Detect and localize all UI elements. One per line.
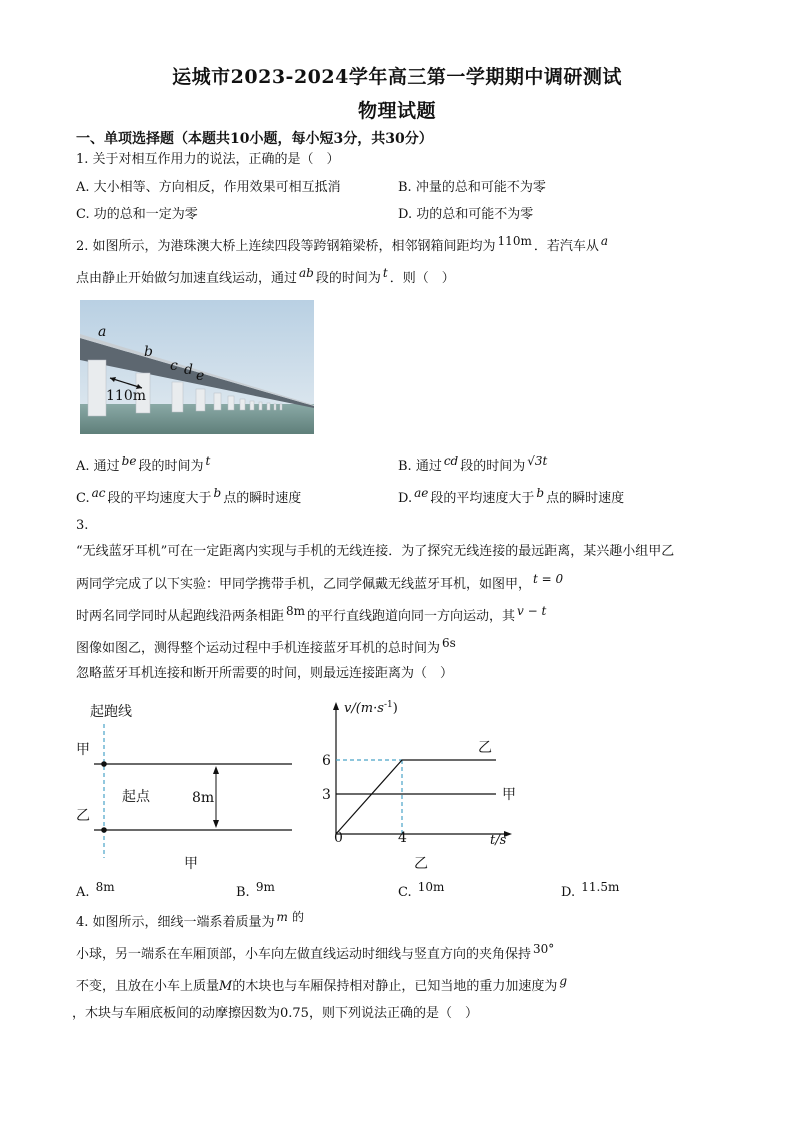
distance-arrow-down — [213, 820, 219, 828]
q3-figure-jia — [70, 698, 310, 873]
start-point-yi — [101, 827, 107, 833]
q2-var-a: a — [600, 234, 609, 248]
q2-d-mid: 段的平均速度大于 — [430, 491, 535, 506]
bridge-label-b: b — [144, 344, 153, 360]
q2-c-pre: C. — [76, 491, 90, 506]
figure-caption-yi: 乙 — [414, 856, 428, 872]
q3-d-value: 11.5m — [581, 880, 620, 894]
q2-line1-text-a: 2. 如图所示，为港珠澳大桥上连续四段等跨钢箱梁桥，相邻钢箱间距均为 — [76, 239, 496, 254]
q2-a-t: t — [205, 454, 211, 468]
q2-line2 — [76, 266, 455, 287]
label-jia: 甲 — [76, 742, 90, 758]
q2-c-var: ac — [91, 486, 106, 500]
q2-b-var: cd — [443, 454, 459, 468]
q2-a-pre: A. 通过 — [76, 459, 120, 474]
y-axis-arrow — [333, 702, 339, 710]
q3-line3 — [76, 604, 548, 625]
q2-option-a — [76, 454, 212, 475]
q1-stem: 1. 关于对相互作用力的说法，正确的是（ ） — [76, 152, 340, 167]
q3-vt: v − t — [517, 604, 547, 618]
q3-a-value: 8m — [95, 880, 115, 894]
q3-option-b — [236, 880, 277, 901]
tick-6: 6 — [322, 753, 331, 769]
q3-b-label: B. — [236, 885, 250, 900]
q3-d-label: D. — [561, 885, 576, 900]
q4-g: g — [559, 974, 568, 988]
q1-option-d: D. 功的总和可能不为零 — [398, 207, 534, 222]
start-line-label: 起跑线 — [90, 704, 132, 720]
q3-c-value: 10m — [417, 880, 445, 894]
q2-option-b — [398, 454, 549, 475]
series-yi-label: 乙 — [478, 740, 492, 756]
origin-label: 起点 — [122, 789, 150, 805]
x-axis-label: t/s — [490, 833, 507, 848]
q4-line3-text-a: 不变，且放在小车上质量 — [76, 979, 220, 994]
distance-arrow-up — [213, 766, 219, 774]
q3-number: 3. — [76, 518, 89, 533]
q3-a-label: A. — [76, 885, 90, 900]
distance-label: 8m — [192, 790, 215, 806]
q2-line2-text-a: 点由静止开始做匀加速直线运动，通过 — [76, 271, 298, 286]
section-heading: 一、单项选择题（本题共10小题，每小短3分，共30分） — [76, 131, 433, 147]
q2-line2-text-c: ．则（ ） — [389, 271, 455, 286]
q1-option-a: A. 大小相等、方向相反，作用效果可相互抵消 — [76, 180, 341, 195]
q3-dist: 8m — [286, 604, 306, 618]
q2-a-mid: 段的时间为 — [138, 459, 204, 474]
bridge-label-d: d — [184, 362, 193, 378]
series-jia-label: 甲 — [502, 787, 516, 803]
bridge-photo — [80, 300, 314, 434]
q3-b-value: 9m — [255, 880, 275, 894]
q2-line2-text-b: 段的时间为 — [315, 271, 381, 286]
bridge-distance-label: 110m — [106, 388, 146, 404]
figure-caption-jia: 甲 — [184, 856, 198, 872]
exam-title: 运城市2023-2024学年高三第一学期期中调研测试 — [172, 66, 622, 88]
q3-line4-text: 图像如图乙，测得整个运动过程中手机连接蓝牙耳机的总时间为 — [76, 641, 441, 656]
q3-option-c — [398, 880, 446, 901]
q4-line4: ，木块与车厢底板间的动摩擦因数为0.75，则下列说法正确的是（ ） — [72, 1006, 478, 1021]
q3-line2-text: 两同学完成了以下实验：甲同学携带手机，乙同学佩戴无线蓝牙耳机，如图甲， — [76, 577, 532, 592]
q4-angle: 30° — [533, 942, 555, 956]
q2-line1 — [76, 234, 610, 255]
bridge-label-c: c — [170, 358, 178, 374]
bridge-label-e: e — [196, 368, 205, 384]
q2-d-pre: D. — [398, 491, 413, 506]
q3-total-time: 6s — [442, 636, 456, 650]
q3-line5: 忽略蓝牙耳机连接和断开所需要的时间，则最远连接距离为（ ） — [76, 666, 454, 681]
q3-option-d — [561, 880, 621, 901]
q4-line2-text: 小球，另一端系在车厢顶部，小车向左做直线运动时细线与竖直方向的夹角保持 — [76, 947, 532, 962]
y-axis-label-close: ) — [392, 701, 398, 716]
q2-b-pre: B. 通过 — [398, 459, 442, 474]
q4-line1-text: 4. 如图所示，细线一端系着质量为 — [76, 915, 275, 930]
q4-de: 的 — [291, 910, 304, 924]
tick-4: 4 — [398, 830, 407, 846]
series-yi — [336, 760, 496, 834]
q1-option-c: C. 功的总和一定为零 — [76, 207, 198, 222]
q2-c-mid: 段的平均速度大于 — [107, 491, 212, 506]
q2-a-var: be — [121, 454, 137, 468]
label-yi: 乙 — [76, 808, 90, 824]
q1-option-b: B. 冲量的总和可能不为零 — [398, 180, 546, 195]
q3-option-a — [76, 880, 117, 901]
q2-option-d — [398, 486, 625, 507]
q4-m: m — [276, 910, 288, 924]
exam-subtitle: 物理试题 — [357, 100, 436, 122]
q4-line2 — [76, 942, 556, 963]
q2-d-post: 点的瞬时速度 — [546, 491, 625, 506]
q3-c-label: C. — [398, 885, 412, 900]
q4-line3-text-b: 的木块也与车厢保持相对静止，已知当地的重力加速度为 — [232, 979, 558, 994]
q3-line2 — [76, 572, 565, 593]
q2-b-val: √3t — [527, 454, 548, 468]
q2-b-mid: 段的时间为 — [460, 459, 526, 474]
q2-line1-text-b: ．若汽车从 — [533, 239, 599, 254]
q3-line3-text-b: 的平行直线跑道向同一方向运动，其 — [307, 609, 516, 624]
bridge-label-a: a — [98, 324, 107, 340]
y-axis-label-sup: -1 — [383, 700, 393, 710]
q2-c-post: 点的瞬时速度 — [223, 491, 302, 506]
q2-c-b: b — [213, 486, 222, 500]
y-axis-label-main: v/(m·s — [344, 701, 384, 716]
q2-d-var: ae — [414, 486, 429, 500]
q2-distance: 110m — [497, 234, 532, 248]
tick-0: 0 — [334, 830, 343, 846]
tick-3: 3 — [322, 787, 331, 803]
q2-var-ab: ab — [299, 266, 314, 280]
q2-var-t: t — [382, 266, 388, 280]
q4-line3 — [76, 974, 569, 995]
q3-line3-text-a: 时两名同学同时从起跑线沿两条相距 — [76, 609, 285, 624]
y-axis-label — [344, 700, 398, 716]
q4-line1 — [76, 910, 306, 931]
start-point-jia — [101, 761, 107, 767]
q3-figure-yi — [318, 694, 528, 874]
q2-d-b: b — [536, 486, 545, 500]
q3-line4 — [76, 636, 458, 657]
q2-option-c — [76, 486, 302, 507]
q3-line1: “无线蓝牙耳机”可在一定距离内实现与手机的无线连接．为了探究无线连接的最远距离，某兴趣小组甲乙 — [76, 544, 675, 559]
q3-t0: t = 0 — [533, 572, 564, 586]
q4-M: M — [219, 979, 233, 994]
